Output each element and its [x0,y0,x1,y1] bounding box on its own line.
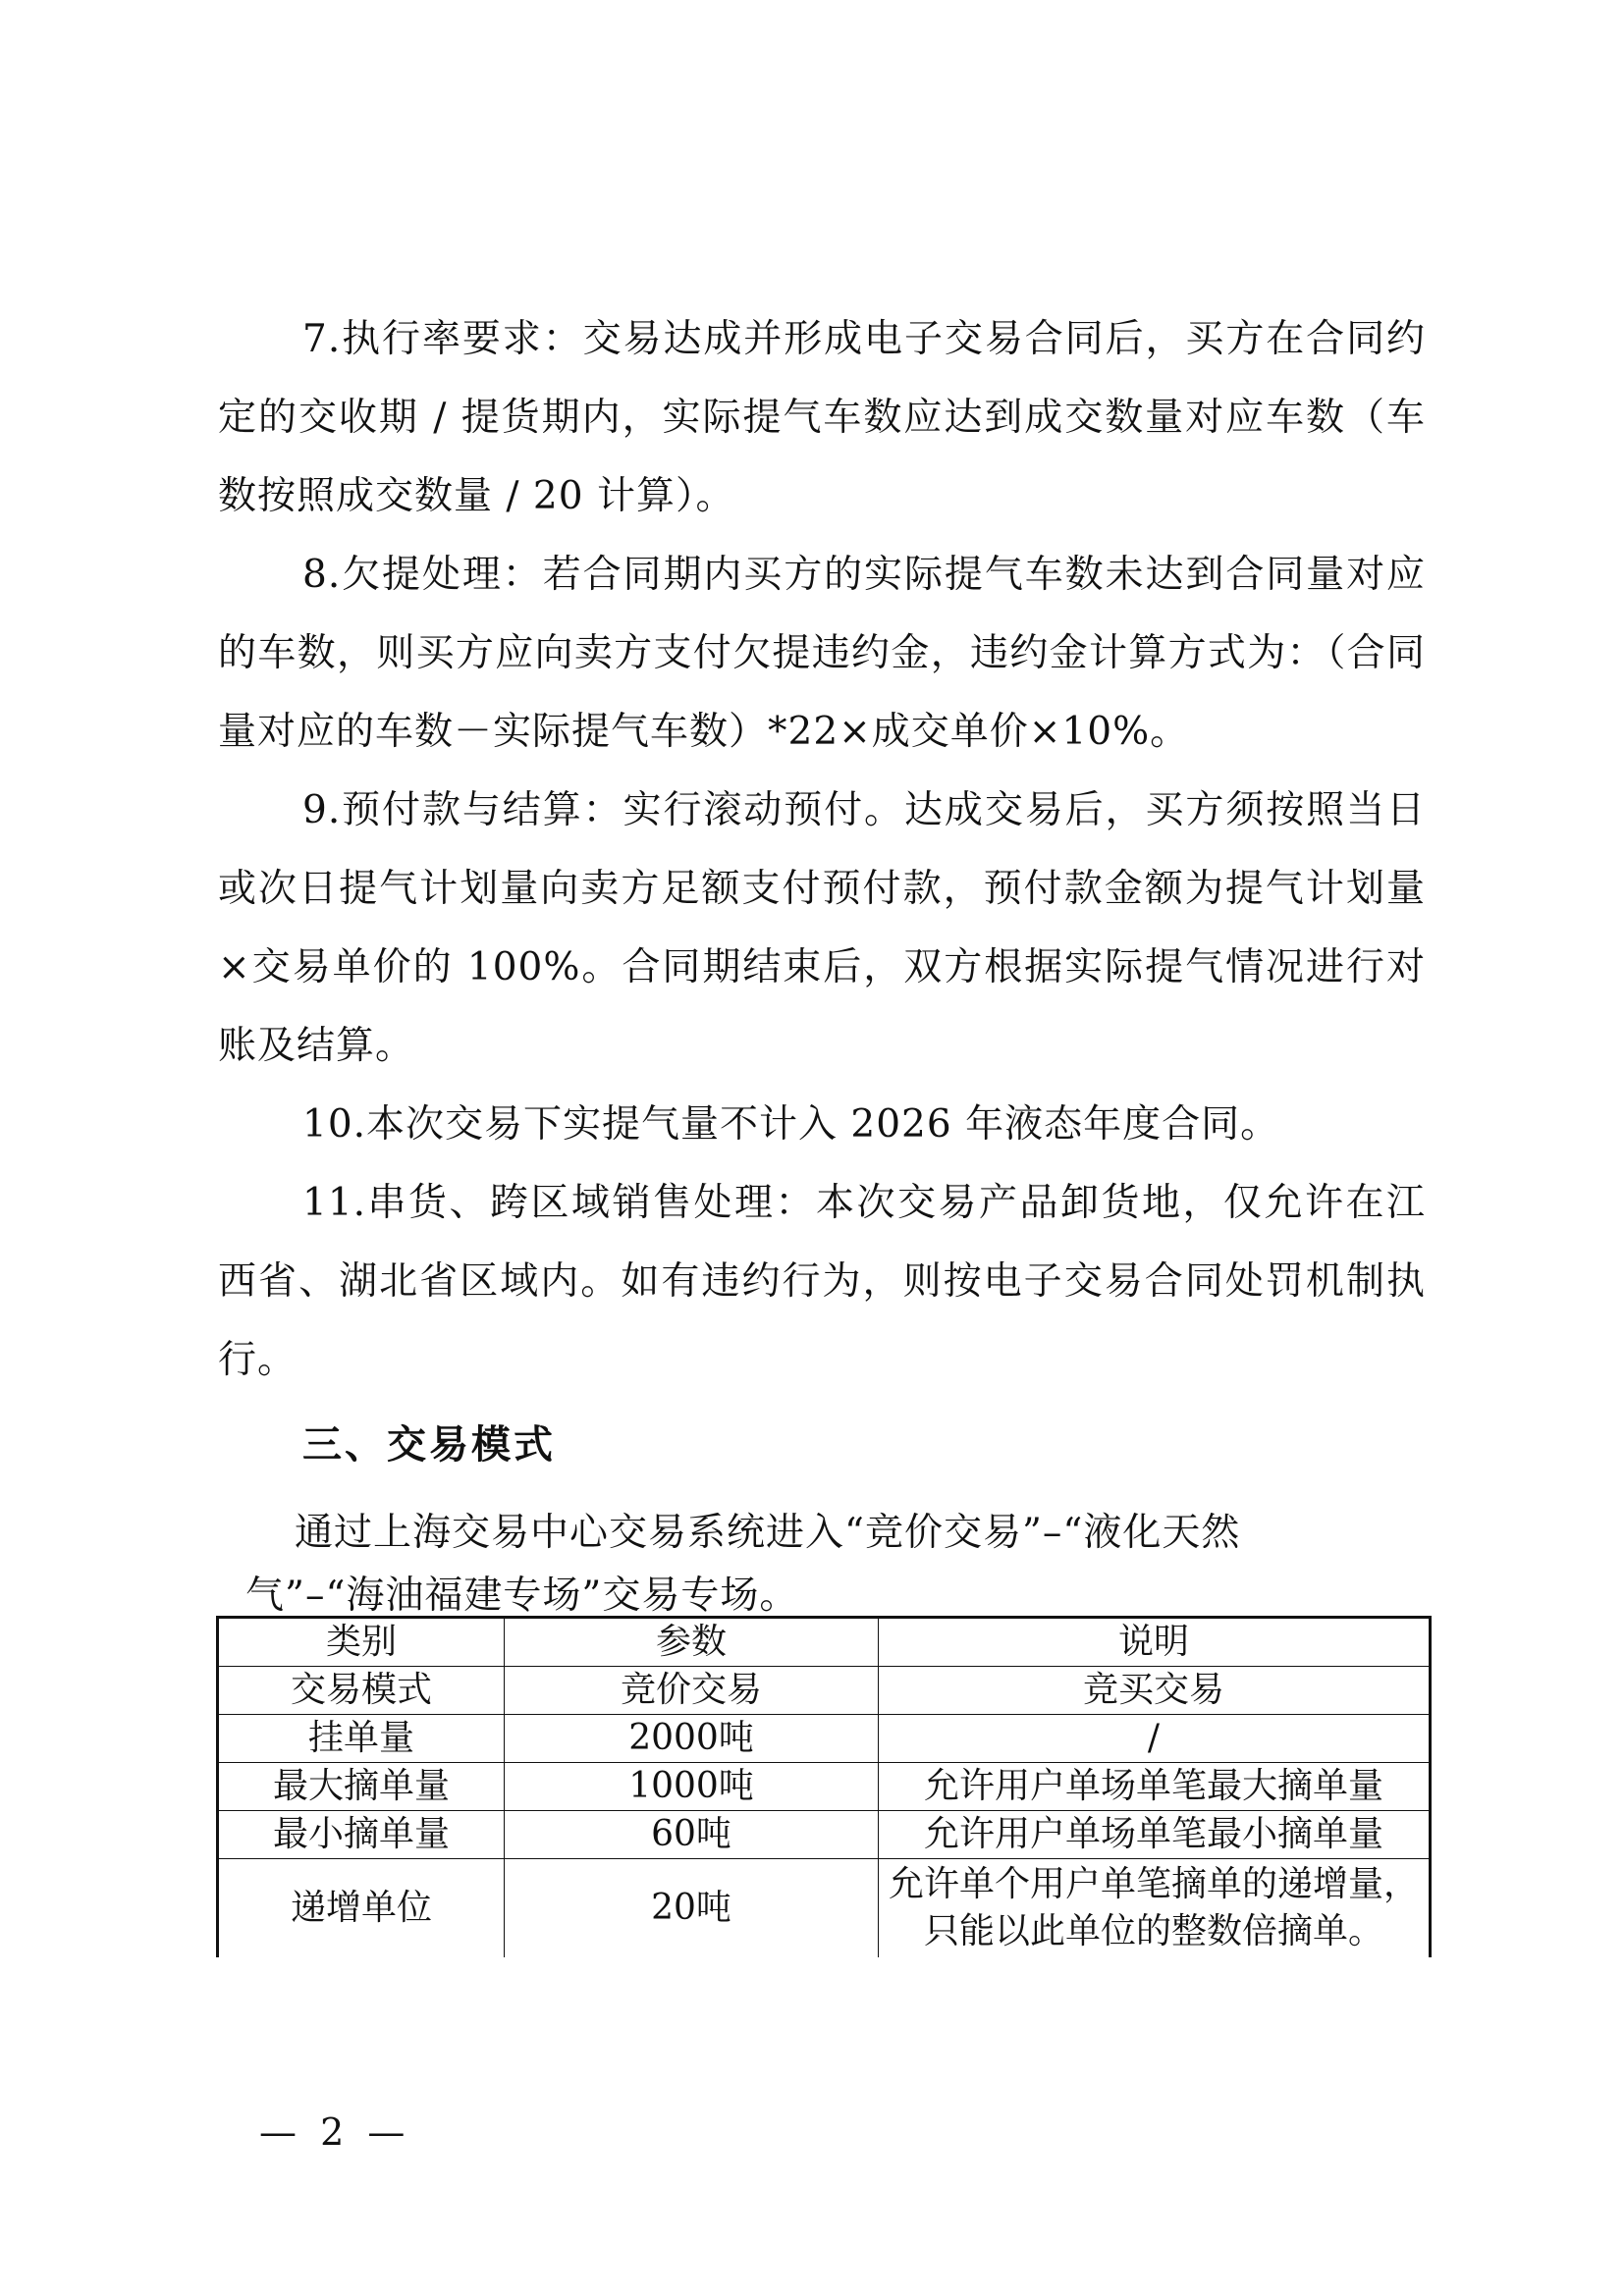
paragraph-9: 9.预付款与结算：实行滚动预付。达成交易后，买方须按照当日或次日提气计划量向卖方足额支付预付款，预付款金额为提气计划量×交易单价的 100%。合同期结束后，双方根据实际提气情况进行对账及结算。 [218,788,1426,1068]
table-cell: 允许用户单场单笔最小摘单量 [879,1811,1431,1859]
paragraph-7: 7.执行率要求：交易达成并形成电子交易合同后，买方在合同约定的交收期 / 提货期内，实际提气车数应达到成交数量对应车数（车数按照成交数量 / 20 计算）。 [218,317,1426,518]
table-cell: 60吨 [505,1811,879,1859]
table-row [218,1859,1431,1958]
table-cell: 交易模式 [218,1667,505,1715]
table-row [218,1715,1431,1763]
table-header-cell: 参数 [505,1618,879,1667]
table-cell: 递增单位 [218,1859,505,1958]
paragraph-10: 10.本次交易下实提气量不计入 2026 年液态年度合同。 [302,1102,1280,1147]
table-cell: 1000吨 [505,1763,879,1811]
table-cell: 挂单量 [218,1715,505,1763]
paragraph-11: 11.串货、跨区域销售处理：本次交易产品卸货地，仅允许在江西省、湖北省区域内。如有违约行为，则按电子交易合同处罚机制执行。 [218,1181,1426,1382]
table-row [218,1667,1431,1715]
table-cell: 20吨 [505,1859,879,1958]
section-heading: 三、交易模式 [302,1422,556,1468]
table-row [218,1811,1431,1859]
table-cell: 竞买交易 [879,1667,1431,1715]
table-cell: 允许用户单场单笔最大摘单量 [879,1763,1431,1811]
table-header-cell: 说明 [879,1618,1431,1667]
trading-parameters-table [216,1616,1432,1957]
page-number: — 2 — [259,2110,411,2154]
table-row [218,1763,1431,1811]
table-cell: 最大摘单量 [218,1763,505,1811]
intro-line-1: 通过上海交易中心交易系统进入“竞价交易”–“液化天然 [295,1511,1241,1555]
table-header-row [218,1618,1431,1667]
table-cell: 竞价交易 [505,1667,879,1715]
table-cell: 最小摘单量 [218,1811,505,1859]
table-cell: / [879,1715,1431,1763]
paragraph-8: 8.欠提处理：若合同期内买方的实际提气车数未达到合同量对应的车数，则买方应向卖方支付欠提违约金，违约金计算方式为：（合同量对应的车数－实际提气车数）*22×成交单价×10%。 [218,553,1426,754]
table-cell: 允许单个用户单笔摘单的递增量，只能以此单位的整数倍摘单。 [879,1859,1431,1958]
table-cell: 2000吨 [505,1715,879,1763]
table-header-cell: 类别 [218,1618,505,1667]
intro-line-2: 气”–“海油福建专场”交易专场。 [245,1574,799,1618]
intro-text [236,1502,1434,1628]
